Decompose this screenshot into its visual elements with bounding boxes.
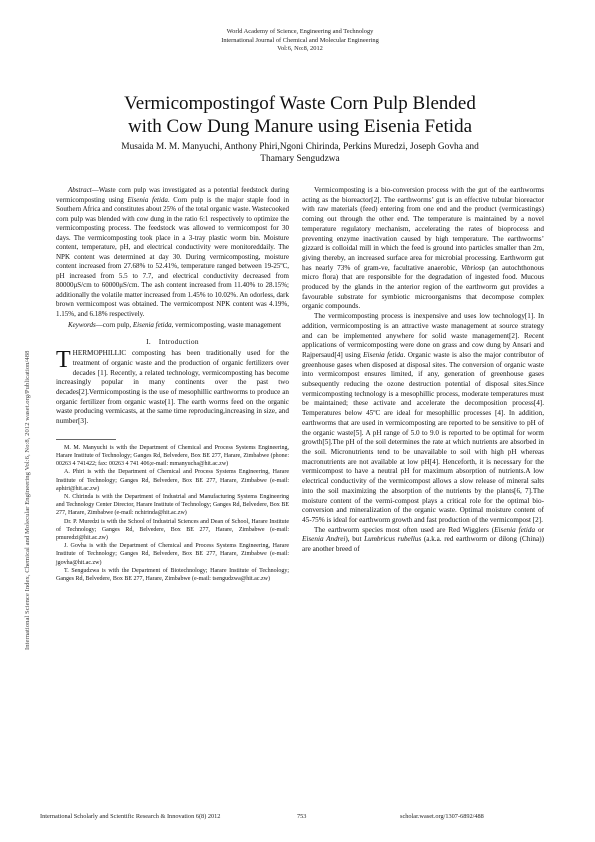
introduction-lead: HERMOPHILLIC — [72, 349, 127, 358]
footnote: T. Sengudzwa is with the Department of Biotechnology; Harare Institute of Technology; Ganges Rd, Belvedere, Box BE 277, Harare, Zimbabwe (e-mail: tsengudzwa@hit.ac.zw) — [56, 567, 289, 583]
body-paragraph-2 — [302, 312, 544, 525]
introduction-text: composting has been traditionally used for the treatment of organic waste and the production of organic fertilizers over decades [1]. Recently, a related technology, vermicomposting has become increasingly popular in many continents over the past two decades[2].Vermicomposting is the use of mesophillic earthworms to produce an organic fertilizer from organic waste[1]. The earth worms feed on the organic waste producing vermicasts, at the same time reproducing,increasing in size, and number[3]. — [56, 349, 289, 426]
authors-line-1: Musaida M. M. Manyuchi, Anthony Phiri,Ngoni Chirinda, Perkins Muredzi, Joseph Govha and — [121, 142, 479, 152]
p3-species-2: Eisenia Andrei — [302, 535, 346, 544]
introduction-paragraph — [56, 349, 289, 427]
p3-or: or — [535, 525, 544, 534]
footer-publisher: International Scholarly and Scientific Research & Innovation 6(8) 2012 — [40, 813, 221, 820]
journal-header — [150, 28, 450, 54]
p3-end: (a.k.a. red earthworm or dilong (China)) are another breed of — [302, 535, 544, 554]
footnote: J. Govha is with the Department of Chemical and Process Systems Engineering, Harare Institute of Technology; Ganges Rd, Belvedere, Box BE 277, Harare, Zimbabwe (e-mail: jgovha@hit.ac.zw) — [56, 543, 289, 566]
footnote: Dr. P. Muredzi is with the School of Industrial Sciences and Dean of School, Harare Institute of Technology; Ganges Rd, Belvedere, Box BE 277, Harare, Zimbabwe (e-mail: pmuredzi@hit.ac.zw) — [56, 518, 289, 542]
footnote: A. Phiri is with the Department of Chemical and Process Systems Engineering, Harare Institute of Technology; Ganges Rd, Belvedere, Box BE 277, Harare, Zimbabwe (e-mail: aphiri@hit.ac.zw) — [56, 469, 289, 492]
p3-mid: ), but — [345, 535, 365, 544]
abstract-text-2: . Corn pulp is the major staple food in Southern Africa and constitutes about 25% of the total organic waste. Wastecooked corn pulp was blended with cow dung in the ratio 6:1 respectively to optimize the vermicomposting process. The feedstock was allowed to vermicompost for 30 days. The vermicomposting took place in a 3-tray plastic worm bin. Moisture content, temperature, pH, and electrical conductivity were monitoreddaily. The NPK content was determined at day 30. During vermicomposting, moisture content increased from 27.68% to 52.41%, temperature ranged between 19-25ºC, pH increased from 5.5 to 7.7, and electrical conductivity decreased from 80000μS/cm to 60000μS/cm. The ash content increased from 11.40% to 28.15%; additionally the volatile matter increased from 1.45% to 10.02%. An odorless, dark brown vermicompost was obtained. The vermicompost NPK content was 4.19%, 1.15%, and 6.18% respectively. — [56, 195, 289, 318]
keywords-species: Eisenia fetida — [132, 321, 172, 329]
drop-cap: T — [56, 347, 71, 374]
sidebar-index-label: International Science Index, Chemical and Molecular Engineering Vol:6, No:8, 2012 waset.org/Publication/488 — [24, 350, 31, 650]
keywords-label: Keywords — [68, 321, 96, 329]
keywords-text-1: —corn pulp, — [95, 321, 133, 329]
keywords — [56, 321, 289, 331]
keywords-text-2: , vermicomposting, waste management — [171, 321, 282, 329]
p2-species: Eisenia fetida — [363, 350, 404, 359]
section-heading-introduction: I. Introduction — [146, 336, 199, 346]
right-column — [302, 186, 544, 555]
paper-title — [60, 92, 540, 138]
footnote-divider — [56, 439, 116, 440]
abstract-label: Abstract — [68, 186, 92, 194]
author-footnotes — [56, 444, 289, 583]
footnote: N. Chirinda is with the Department of Industrial and Manufacturing Systems Engineering and Technology Center Director, Harare Institute of Technology; Ganges Rd, Belvedere, Box BE 277, Harare, Zimbabwe (e-mail: nchirinda@hit.ac.zw) — [56, 494, 289, 517]
p3-text-a: The earthworm species most often used are Red Wigglers ( — [314, 525, 495, 534]
p3-species-1: Eisenia fetida — [494, 525, 536, 534]
abstract-species: Eisenia fetida — [127, 195, 168, 204]
title-line-2: with Cow Dung Manure using Eisenia Fetida — [127, 116, 473, 137]
header-line-1: World Academy of Science, Engineering and Technology — [226, 28, 374, 35]
header-line-2: International Journal of Chemical and Molecular Engineering — [221, 36, 379, 44]
p3-species-3: Lumbricus rubellus — [364, 535, 422, 544]
footnote: M. M. Manyuchi is with the Department of Chemical and Process Systems Engineering, Harare Institute of Technology; Ganges Rd, Belvedere, Box BE 277, Harare, Zimbabwe (phone: 00263 4 741422; fax: 00263 4 741 406;e-mail: mmanyucha@hit.ac.zw) — [56, 444, 289, 468]
left-column — [56, 186, 289, 583]
title-line-1: Vermicompostingof Waste Corn Pulp Blended — [124, 93, 476, 114]
body-paragraph-1 — [302, 186, 544, 312]
p1-end: p (an autochthonous micro flora) that are responsible for the degradation of ingested food. Mucous produced by the glands in the anterior region of the earthworm gut provides a favourable substrate for symbiotic microorganisms that decompose complex organic compounds. — [302, 263, 544, 311]
p2-text-b: . Organic waste is also the major contributor of greenhouse gases when disposed at disposal sites. The conversion of organic waste into vermicompost ensures limited, if any, generation of greenhouse gases subsequently reducing the ozone destruction potential of disposal sites.Since vermicomposting technology is a mesophillic process, moderate temperatures must be maintained; these activate and accelerate the decomposition process[4]. Temperatures below 45ºC are ideal for mesophillic processes [4]. In addition, earthworms that are used in vermicomposting are reported to be sensitive to pH of the organic waste[5]. A pH range of 5.0 to 9.0 is reported to be optimal for worm growth[5].The pH of the soil determines the rate at which nutrients are absorbed in the soil. Micronutrients tend to be unavailable to soil with high pH whereas macronutrients are not available at low pH[4]. Henceforth, it is necessary for the vermicompost to have a neutral pH for maximum absorption of nutrients.A low electrical conductivity of the vermicompost allows a slow release of mineral salts into the soil maximizing the absorption of the nutrients by the plants[6, 7].The moisture content of the vermi-compost plays a critical role for the optimal bio-conversion and mineralization of the organic waste. Optimal moisture content of 45-75% is ideal for earthworm growth and fast production of the vermicompost [2]. — [302, 350, 544, 524]
p2-text-a: The vermicomposting process is inexpensive and uses low technology[1]. In addition, vermicomposting is an attractive waste management at source strategy and can be implemented anywhere for solid waste management[2]. Recent applications of vermicomposting were done on grass and cow dung by Ansari and Rajpersaud[4] using — [302, 312, 544, 359]
abstract — [56, 186, 289, 319]
body-paragraph-3 — [302, 526, 544, 555]
authors-line-2: Thamary Sengudzwa — [260, 154, 340, 164]
header-line-3: Vol:6, No:8, 2012 — [277, 45, 323, 53]
p1-species: Vibrios — [461, 263, 482, 272]
footer-link[interactable]: scholar.waset.org/1307-6892/488 — [400, 813, 484, 820]
p1-text: Vermicomposting is a bio-conversion process with the gut of the earthworms acting as the bioreactor[2]. The earthworms’ gut is an effective tubular bioreactor with raw materials (feed) entering from one end and the product (vermicastings) coming out through the other end. The temperature is maintained by a novel temperature regulatory mechanism, accelerating the rates of bioprocess and preventing enzyme inactivation caused by high temperature. The earthworms’ gizzard is colloidal mill in which the feed is ground into particles smaller than 2m, giving thereby, an increased surface area for microbial processing. Earthworm gut has nearly 73% of gram-ve, facultative anaerobic, — [302, 186, 544, 272]
abstract-text-1: —Waste corn pulp was investigated as a potential feedstock during vermicomposting using — [56, 186, 289, 204]
page-number: 753 — [297, 813, 307, 820]
author-list — [80, 141, 520, 165]
